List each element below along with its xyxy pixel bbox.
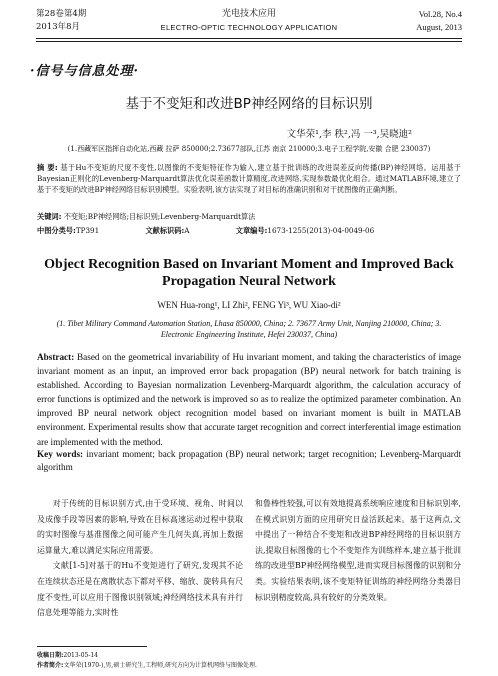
keywords-en: [37, 448, 461, 474]
authors-cn: 文华荣¹,李 秩²,冯 一³,吴晓迪²: [286, 129, 412, 140]
affiliation-en: (1. Tibet Military Command Automation Station, Lhasa 850000, China; 2. 73677 Army Unit, Nanjing 210000, China; 3. Electronic Engineering Institute, Hefei 230037, China): [56, 319, 442, 339]
header-rule: [36, 38, 462, 39]
header-date-en: August, 2013: [416, 22, 462, 32]
authors-en: WEN Hua-rong¹, LI Zhi², FENG Yi³, WU Xiao-di²: [157, 300, 341, 310]
abstract-cn: [37, 162, 461, 196]
abstract-en-label: Abstract:: [37, 352, 75, 362]
title-cn: 基于不变矩和改进BP神经网络的目标识别: [125, 96, 373, 112]
footnote-received: 收稿日期:2013-05-14: [37, 652, 98, 659]
header-volume-cn: 第28卷第4期: [36, 9, 87, 19]
clc-number: 中图分类号:TP391: [37, 226, 100, 235]
keywords-en-label: Key words:: [37, 449, 84, 459]
column-label: ·信号与信息处理·: [30, 64, 140, 79]
classification-cn: [37, 226, 418, 236]
header-center: [36, 8, 462, 34]
body-paragraph: 对于传统的目标识别方式,由于受环境、视角、时间以及成像手段等因素的影响,导致在目标高速运动过程中获取的实时图像与基准图像之间可能产生几何失真,再加上数据运算量大,难以满足实际应用需要。: [37, 499, 243, 555]
footnote-rule: [37, 646, 147, 647]
article-id: 文章编号:1673-1255(2013)-04-0049-06: [235, 226, 375, 235]
abstract-en: [37, 350, 461, 449]
body-paragraph: 文献[1-5]对基于的Hu不变矩进行了研究,发现其不论在连续状态还是在离散状态下都对平移、缩放、旋转具有尺度不变性,可以应用于图像识别领域;神经网络技术具有并行信息处理等能力,实时性: [37, 561, 243, 618]
header-right: [416, 8, 462, 34]
document-code: 文献标识码:A: [145, 226, 190, 235]
body-column-left: [37, 496, 243, 621]
abstract-en-text: Based on the geometrical invariability of Hu invariant moment, and taking the characteristics of image invariant moment as an input, an improved error back propagation (BP) neural network for batch training is established. According to Bayesian normalization Levenberg-Marquardt algorithm, the calculation accuracy of error functions is optimized and the network is improved so as to realize the optimized parameter combination. An improved BP neural network object recognition model based on invariant moment is built in MATLAB environment. Experimental results show that accurate target recognition and correct interferential image estimation are implemented with the method.: [37, 352, 461, 447]
header-date-cn: 2013年8月: [36, 22, 81, 32]
header-volume-en: Vol.28, No.4: [418, 9, 462, 19]
title-en: Object Recognition Based on Invariant Moment and Improved Back Propagation Neural Network: [44, 257, 454, 289]
affiliation-cn: (1.西藏军区指挥自动化站,西藏 拉萨 850000;2.73677部队,江苏 南京 210000;3.电子工程学院,安徽 合肥 230037): [67, 145, 431, 153]
abstract-cn-text: 基于Hu不变矩的尺度不变性,以图像的不变矩特征作为输入,建立基于批训练的改进误差反向传播(BP)神经网络。运用基于Bayesian正则化的Levenberg-Marquardt算法优化误差函数计算精度,改进网络,实现参数最优化组合。通过MATLAB环境,建立了基于不变矩的改进BP神经网络目标识别模型。实验表明,该方法实现了对目标的准确识别和对干扰图像的正确判断。: [37, 163, 461, 195]
footnote-author: 作者简介:文华荣(1970-),男,硕士研究生,工程师,研究方向为计算机网络与图像处理.: [37, 662, 257, 669]
body-column-right: 和鲁棒性较强,可以有效地提高系统响应速度和目标识别率,在模式识别方面的应用研究日益活跃起来。基于这两点,文中提出了一种结合不变矩和改进BP神经网络的目标识别方法,提取目标图像的七个不变矩作为训练样本,建立基于批训练的改进型BP神经网络模型,进而实现目标图像的识别和分类。实验结果表明,该不变矩特征训练的神经网络分类器目标识别精度较高,具有较好的分类效果。: [255, 499, 461, 602]
header-rule-thin: [36, 41, 462, 42]
abstract-cn-label: 摘 要:: [37, 163, 58, 172]
keywords-en-text: invariant moment; back propagation (BP) neural network; target recognition; Levenberg-Marquardt algorithm: [37, 449, 462, 472]
keywords-cn: [37, 212, 461, 222]
journal-name-en: ELECTRO-OPTIC TECHNOLOGY APPLICATION: [160, 23, 338, 32]
keywords-cn-label: 关键词:: [37, 212, 62, 221]
journal-name-cn: 光电技术应用: [221, 9, 276, 19]
keywords-cn-text: 不变矩;BP神经网络;目标识别;Levenberg-Marquardt算法: [63, 212, 256, 221]
